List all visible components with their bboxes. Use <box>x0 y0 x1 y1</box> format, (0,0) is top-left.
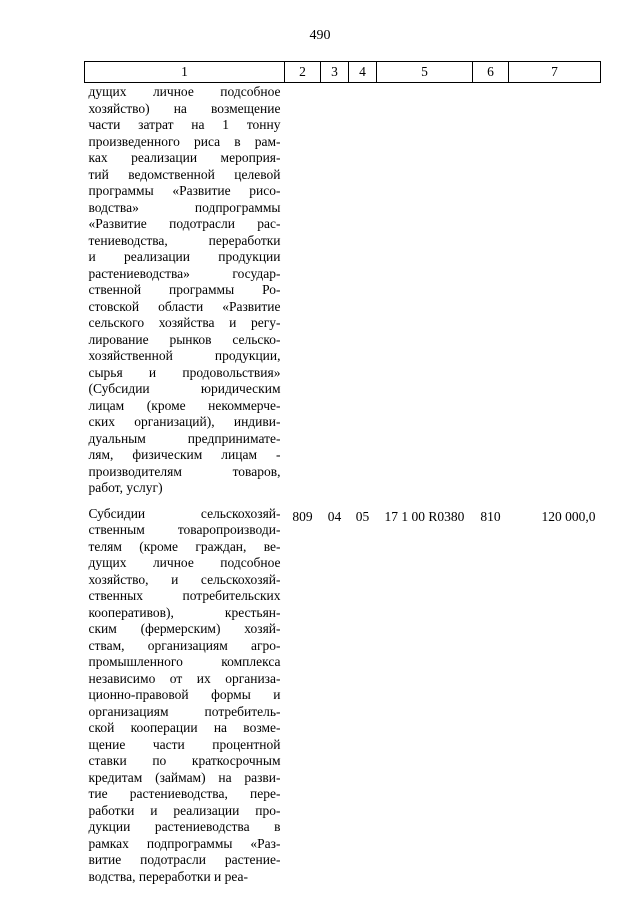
cell-subsection-code: 05 <box>355 508 370 524</box>
row-description <box>85 83 285 501</box>
table-body <box>85 83 601 890</box>
description-line: ках реализации мероприя- <box>88 150 281 165</box>
description-line: лицам (кроме некоммерче- <box>88 397 281 413</box>
header-col-5: 5 <box>377 62 473 83</box>
description-line: кредитам (займам) на разви- <box>88 769 281 785</box>
cell-expense-type: 810 <box>480 508 501 524</box>
cell-expense-type <box>473 83 509 501</box>
description-line: тениеводства, переработки <box>88 232 281 248</box>
description-line: работки и реализации про- <box>88 802 281 818</box>
cell-subsection-code <box>349 83 377 501</box>
description-line: кооперативов), крестьян- <box>88 604 281 620</box>
description-line: ственных потребительских <box>88 588 281 603</box>
page-number: 490 <box>309 28 331 43</box>
cell-section-code: 04 <box>327 508 342 524</box>
description-line: водства, переработки и реа- <box>88 868 249 884</box>
table-row <box>85 83 601 501</box>
description-line: производителям товаров, <box>88 463 281 479</box>
description-line: ским (фермерским) хозяй- <box>88 621 281 636</box>
description-line: рамках подпрограммы «Раз- <box>88 835 281 851</box>
cell-amount <box>509 83 601 501</box>
header-col-7: 7 <box>509 62 601 83</box>
description-line: хозяйство) на возмещение <box>88 100 281 116</box>
table-header <box>85 62 601 83</box>
description-line: программы «Развитие рисо- <box>88 183 281 198</box>
description-line: дущих личное подсобное <box>88 84 281 99</box>
description-line: стовской области «Развитие <box>88 298 281 314</box>
description-line: независимо от их организа- <box>88 670 281 686</box>
description-line: тие растениеводства, пере- <box>88 786 281 801</box>
description-line: ской кооперации на возме- <box>88 720 281 735</box>
description-line: ционно-правовой формы и <box>88 687 281 702</box>
cell-target-article: 17 1 00 R0380 <box>384 508 465 524</box>
description-line: водства» подпрограммы <box>88 199 281 215</box>
cell-ministry-code <box>285 83 321 501</box>
description-line: телям (кроме граждан, ве- <box>88 538 281 554</box>
description-line: хозяйство, и сельскохозяй- <box>88 571 281 587</box>
description-line: ственным товаропроизводи- <box>88 522 281 537</box>
description-line: дущих личное подсобное <box>88 555 281 570</box>
description-line: организациям потребитель- <box>88 703 281 719</box>
description-line: ставки по краткосрочным <box>88 753 281 768</box>
description-line: Субсидии сельскохозяй- <box>88 505 281 521</box>
description-line: промышленного комплекса <box>88 654 281 669</box>
budget-table <box>84 61 601 889</box>
cell-ministry-code: 809 <box>292 508 313 524</box>
description-line: сырья и продовольствия» <box>88 364 281 380</box>
description-line: растениеводства» государ- <box>88 265 281 281</box>
description-line: и реализации продукции <box>88 249 281 264</box>
description-line: ских организаций), индиви- <box>88 414 281 429</box>
cell-amount: 120 000,0 <box>541 508 596 524</box>
cell-target-article <box>377 83 473 501</box>
row-description <box>85 505 285 890</box>
description-line: щение части процентной <box>88 736 281 752</box>
description-line: дуальным предпринимате- <box>88 430 281 446</box>
header-col-2: 2 <box>285 62 321 83</box>
description-line: витие подотрасли растение- <box>88 852 281 867</box>
description-line: ственной программы Ро- <box>88 282 281 297</box>
description-line: ствам, организациям агро- <box>88 637 281 653</box>
description-line: хозяйственной продукции, <box>88 348 281 363</box>
description-line: произведенного риса в рам- <box>88 133 281 149</box>
table-row <box>85 505 601 890</box>
description-line: работ, услуг) <box>88 480 163 495</box>
description-line: части затрат на 1 тонну <box>88 117 281 132</box>
header-col-4: 4 <box>349 62 377 83</box>
header-col-6: 6 <box>473 62 509 83</box>
cell-section-code <box>321 83 349 501</box>
description-line: лирование рынков сельско- <box>88 331 281 347</box>
row-description-cell <box>85 505 285 890</box>
row-description-cell <box>85 83 285 501</box>
description-line: «Развитие подотрасли рас- <box>88 216 281 231</box>
description-line: тий ведомственной целевой <box>88 166 281 182</box>
header-col-3: 3 <box>321 62 349 83</box>
description-line: сельского хозяйства и регу- <box>88 315 281 330</box>
header-col-1: 1 <box>85 62 285 83</box>
description-line: лям, физическим лицам - <box>88 447 281 462</box>
description-line: дукции растениеводства в <box>88 819 281 834</box>
header-row <box>85 62 601 83</box>
description-line: (Субсидии юридическим <box>88 381 281 396</box>
